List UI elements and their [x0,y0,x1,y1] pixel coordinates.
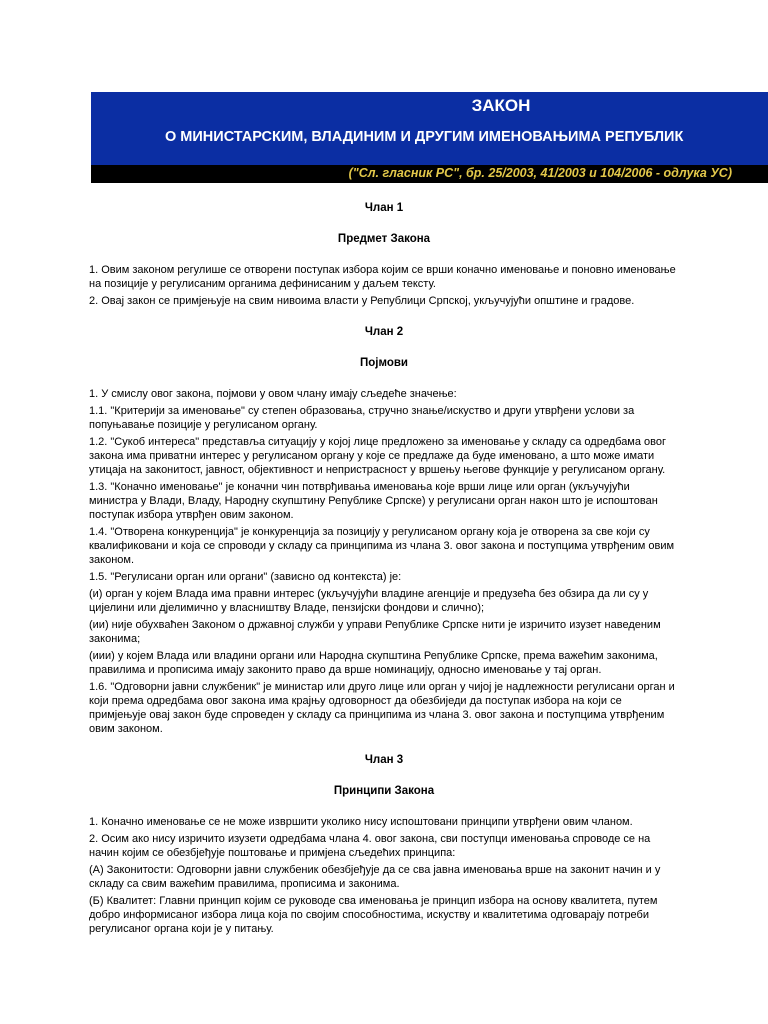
paragraph: 1.4. "Отворена конкуренција" је конкуренција за позицију у регулисаном органу која је отворена за све који су квалификовани и која се спроводи у складу са принципима из члана 3. овог закона и поступцима утврђеним овим законом. [89,526,675,566]
article-title: Принципи Закона [333,785,435,797]
paragraph: 1.5. "Регулисани орган или органи" (зависно од контекста) је: [89,571,402,583]
article-number: Члан 2 [364,326,404,338]
article-title: Предмет Закона [337,233,431,245]
law-subtitle: О МИНИСТАРСКИМ, ВЛАДИНИМ И ДРУГИМ ИМЕНОВАЊИМА РЕПУБЛИК [165,129,684,145]
paragraph: 2. Осим ако нису изричито изузети одредбама члана 4. овог закона, сви поступци именовања спроводе се на начин којим се обезбјеђује поштовање и примјена сљедећих принципа: [89,833,651,859]
paragraph: (и) орган у којем Влада има правни интерес (укључујући владине агенције и предузећа без обзира да ли су у цијелини или дјелимично у власништву Владе, пензијски фондови и слично); [89,588,649,614]
paragraph: 1.1. "Критерији за именовање" су степен образовања, стручно знање/искуство и други утврђени услови за попуњавање позиције у регулисаном органу. [89,405,635,431]
law-body [89,196,679,939]
paragraph: 1. Коначно именовање се не може извршити уколико нису испоштовани принципи утврђени овим чланом. [89,816,633,828]
gazette-bar [91,165,768,183]
article-title: Појмови [359,357,408,369]
paragraph: 1. У смислу овог закона, појмови у овом члану имају сљедеће значење: [89,388,457,400]
article-section [89,325,679,736]
article-number: Члан 1 [364,202,404,214]
law-title: ЗАКОН [471,96,531,115]
article-number: Члан 3 [364,754,404,766]
header-banner [91,92,768,165]
paragraph: 1.3. "Коначно именовање" је коначни чин потврђивања именовања које врши лице или орган (укључујући министра у Влади, Владу, Народну скупштину Републике Српске) у регулисани орган након што је испоштован поступак избора утврђен овим законом. [89,481,658,521]
paragraph: (иии) у којем Влада или владини органи или Народна скупштина Републике Српске, према важећим законима, правилима и прописима имају законито право да врше номинацију, односно именовање у тај орган. [89,650,658,676]
paragraph: (Б) Квалитет: Главни принцип којим се руководе сва именовања је принцип избора на основу квалитета, путем добро информисаног избора лица која по својим способностима, искуству и квалитетима одговарају потреби регулисаног органа који је у питању. [89,895,658,935]
paragraph: 1.2. "Сукоб интереса" представља ситуацију у којој лице предложено за именовање у складу са одредбама овог закона има приватни интерес у регулисаном органу у које се предлаже да буде именовано, а што може имати утицаја на законитост, јавност, објективност и непристрасност у вршењу његове функције у регулисаном органу. [89,436,667,476]
paragraph: (А) Законитости: Одговорни јавни службеник обезбјеђује да се сва јавна именовања врше на законит начин и у складу са свим важећим правилима, прописима и законима. [89,864,661,890]
paragraph: 1. Овим законом регулише се отворени поступак избора којим се врши коначно именовање и поновно именовање на позиције у регулисаним органима дефинисаним у даљем тексту. [89,264,676,290]
paragraph: 1.6. "Одговорни јавни службеник" је министар или друго лице или орган у чијој је надлежности регулисани орган и који према одредбама овог закона има крајњу одговорност да обезбиједи да поступак избора на који се примјењује овај закон буде спроведен у складу са принципима из члана 3. овог закона и поступцима утврђеним овим законом. [89,681,675,735]
paragraph: (ии) није обухваћен Законом о државној служби у управи Републике Српске нити је изричито изузет наведеним законима; [89,619,661,645]
paragraph: 2. Овај закон се примјењује на свим нивоима власти у Републици Српској, укључујући општине и градове. [89,295,635,307]
article-section [89,201,679,308]
gazette-reference: ("Сл. гласник РС", бр. 25/2003, 41/2003 и 104/2006 - одлука УС) [348,166,732,180]
article-section [89,753,679,936]
